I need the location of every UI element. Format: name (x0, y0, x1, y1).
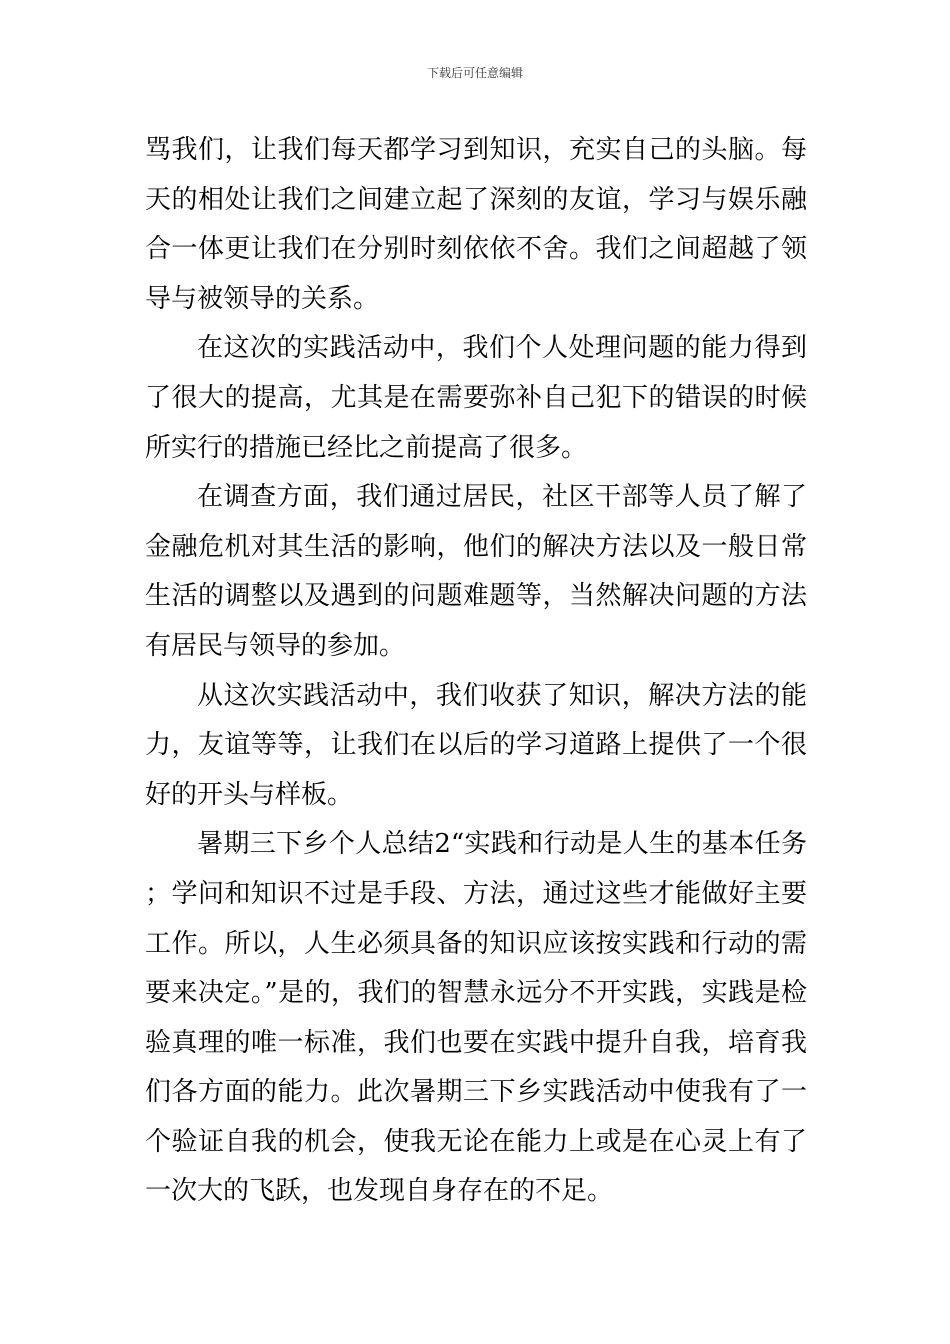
paragraph-summary-2: 暑期三下乡个人总结2“实践和行动是人生的基本任务；学问和知识不过是手段、方法，通过这些才能做好主要工作。所以，人生必须具备的知识应该按实践和行动的需要来决定。”是的，我们的智慧永远分不开实践，实践是检验真理的唯一标准，我们也要在实践中提升自我，培育我们各方面的能力。此次暑期三下乡实践活动中使我有了一个验证自我的机会，使我无论在能力上或是在心灵上有了一次大的飞跃，也发现自身存在的不足。 (145, 829, 807, 1207)
paragraph-survey: 在调查方面，我们通过居民，社区干部等人员了解了金融危机对其生活的影响，他们的解决方法以及一般日常生活的调整以及遇到的问题难题等，当然解决问题的方法有居民与领导的参加。 (145, 482, 807, 661)
paragraph-gains: 从这次实践活动中，我们收获了知识，解决方法的能力，友谊等等，让我们在以后的学习道路上提供了一个很好的开头与样板。 (145, 680, 807, 810)
document-body (145, 126, 807, 1217)
paragraph-continuation: 骂我们，让我们每天都学习到知识，充实自己的头脑。每天的相处让我们之间建立起了深刻的友谊，学习与娱乐融合一体更让我们在分别时刻依依不舍。我们之间超越了领导与被领导的关系。 (145, 135, 807, 314)
paragraph-problem-solving: 在这次的实践活动中，我们个人处理问题的能力得到了很大的提高，尤其是在需要弥补自己犯下的错误的时候所实行的措施已经比之前提高了很多。 (145, 333, 807, 463)
page-header: 下载后可任意编辑 (426, 66, 523, 80)
